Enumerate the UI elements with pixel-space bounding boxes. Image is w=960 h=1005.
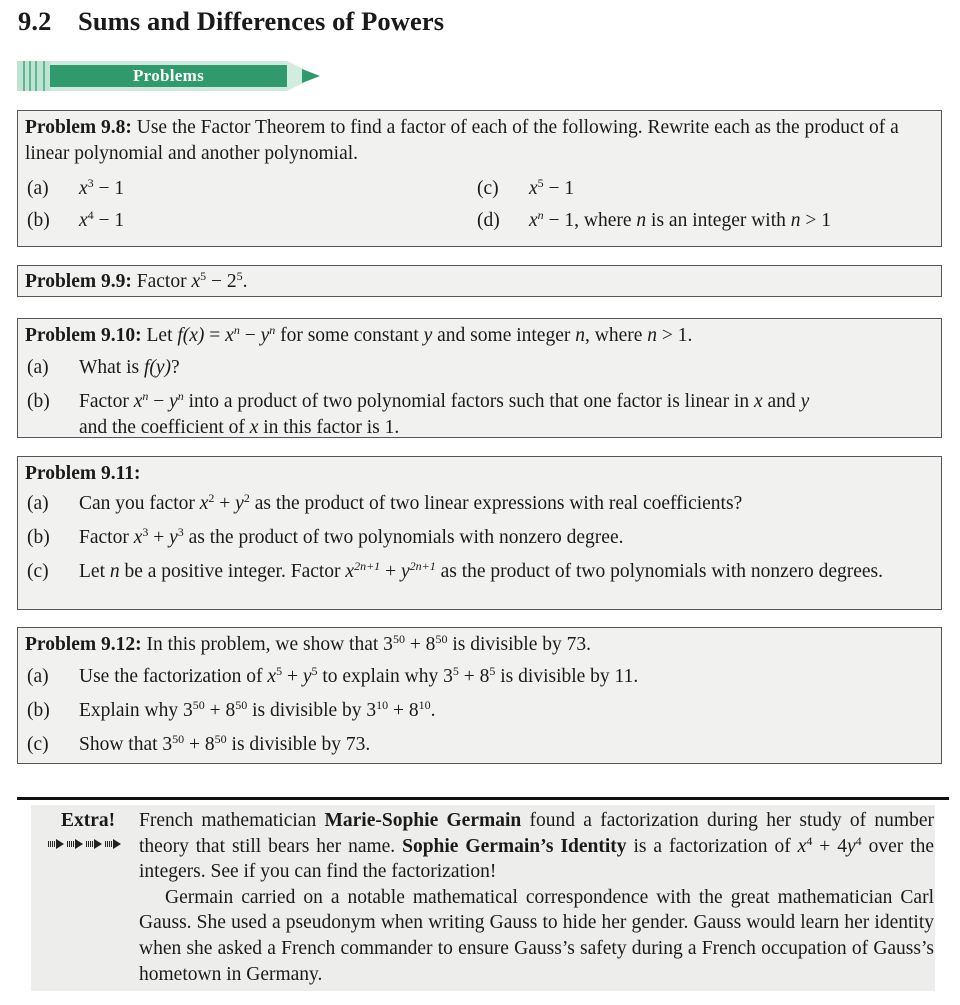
part-b: (b) Explain why $3^{50} + 8^{50}$ is divisible by $3^{10} + 8^{10}$. (27, 698, 436, 721)
problem-9-12 (17, 627, 942, 764)
problem-title: Problem 9.8: (25, 117, 132, 138)
problems-banner (17, 61, 323, 91)
part-c: (c) $x^5 - 1$ (477, 176, 575, 199)
part-c: (c) Show that $3^{50} + 8^{50}$ is divisible by 73. (27, 732, 371, 755)
pencil-tip-icon (302, 69, 320, 83)
banner-label: Problems (50, 65, 287, 87)
extra-text (139, 808, 934, 987)
problem-parts (25, 176, 934, 234)
extra-box (31, 805, 935, 991)
part-b: (b) $x^4 - 1$ (27, 208, 125, 231)
extra-paragraph-2: Germain carried on a notable mathematical correspondence with the great mathematician Carl Gauss. She used a pseudonym when writing Gauss to hide her gender. Gauss would learn her identity when she asked a French commander to ensure Gauss’s safety during a French occupation of Gauss’s hometown in Germany. (139, 886, 934, 985)
problem-statement: In this problem, we show that $3^{50} + 8^{50}$ is divisible by 73. (146, 632, 591, 655)
problem-title: Problem 9.12: (25, 634, 142, 655)
part-a: (a) What is f(y)? (27, 357, 180, 378)
section-title: Sums and Differences of Powers (78, 6, 445, 36)
extra-label: Extra! (61, 810, 116, 831)
problem-9-10 (17, 318, 942, 438)
part-c: (c) Let n be a positive integer. Factor $x^{2n+1} + y^{2n+1}$ as the product of two polynomials with nonzero degrees. (27, 559, 884, 582)
pencil-eraser-icon (17, 61, 50, 91)
arrows-icon (48, 839, 121, 849)
problem-title: Problem 9.9: (25, 271, 132, 292)
problem-statement: Use the Factor Theorem to find a factor of each of the following. Rewrite each as the product of a linear polynomial and another polynomial. (25, 117, 899, 164)
problem-title: Problem 9.10: (25, 325, 142, 346)
problem-title: Problem 9.11: (25, 463, 141, 484)
part-b: (b) Factor $x^n - y^n$ into a product of two polynomial factors such that one factor is linear in x and y and the coefficient of x in this factor is 1. (27, 389, 810, 438)
divider-rule (17, 797, 949, 800)
part-b: (b) Factor $x^3 + y^3$ as the product of two polynomials with nonzero degree. (27, 525, 624, 548)
problem-9-8 (17, 110, 942, 247)
part-d: (d) $x^n - 1$, where n is an integer with n > 1 (477, 208, 832, 231)
problem-9-11 (17, 456, 942, 610)
part-a: (a) $x^3 - 1$ (27, 176, 125, 199)
problem-statement: Factor $x^5 - 2^5$. (136, 269, 248, 292)
problem-statement: Let $f(x) = x^n - y^n$ for some constant y and some integer n, where n > 1. (146, 323, 693, 346)
section-number: 9.2 (18, 6, 52, 36)
part-a: (a) Use the factorization of $x^5 + y^5$ to explain why $3^5 + 8^5$ is divisible by 11. (27, 664, 639, 687)
extra-paragraph-1: French mathematician Marie-Sophie Germain found a factorization during her study of number theory that still bears her name. Sophie Germain’s Identity is a factorization of $x^4 + 4y^4$ over the integers. See if you can find the factorization! (139, 810, 934, 883)
problem-9-9 (17, 265, 942, 297)
section-heading (18, 6, 444, 37)
part-a: (a) Can you factor $x^2 + y^2$ as the product of two linear expressions with real coefficients? (27, 491, 743, 514)
